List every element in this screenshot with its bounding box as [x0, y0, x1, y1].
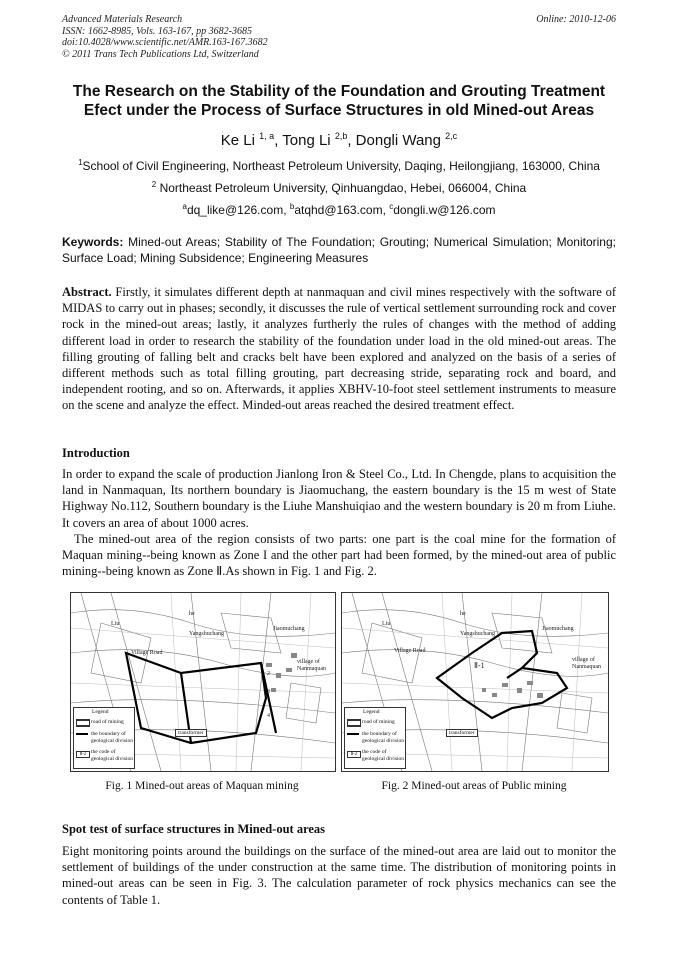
- intro-paragraph-1: In order to expand the scale of production Jianlong Iron & Steel Co., Ltd. In Chengde, plans to acquisition the land in Nanmaquan, Its northern boundary is Jiaomuchang, the eastern boundary is the 15 m west of State Highway No.112, Southern boundary is the Liuhe Manshuiqiao and the western boundary is 20 m from Liuhe. It covers an area of about 1000 acres.: [62, 467, 616, 530]
- copyright-line: © 2011 Trans Tech Publications Ltd, Switzerland: [62, 48, 259, 60]
- legend-code-symbol: Ⅱ-2: [76, 751, 90, 758]
- abstract-label: Abstract.: [62, 285, 112, 299]
- figure-2-legend: Legend road of mining the boundary of geological division Ⅱ-2 the code of geological division: [344, 707, 406, 769]
- label-he: he: [189, 611, 195, 617]
- label-zone-3: 3: [267, 689, 270, 695]
- legend-boundary-symbol: [76, 733, 88, 740]
- label-zone-II-1: Ⅱ-1: [474, 661, 485, 670]
- label-he: he: [460, 611, 466, 617]
- online-date: Online: 2010-12-06: [536, 14, 616, 25]
- label-liu: Liu: [111, 621, 120, 627]
- label-yangshuchang: Yangshuchang: [460, 631, 496, 637]
- legend-code-symbol: Ⅱ-2: [347, 751, 361, 758]
- label-zone-4: 4: [267, 713, 270, 719]
- legend-road-symbol: [347, 719, 361, 727]
- intro-paragraph-2: The mined-out area of the region consists of two parts: one part is the coal mine for the formation of Maquan mining--being known as Zone I and the other part had been formed, by the mined-out area of public mining--being known as Zone Ⅱ.As shown in Fig. 1 and Fig. 2.: [62, 532, 616, 579]
- label-village: village of: [572, 657, 595, 663]
- keywords: [62, 234, 616, 266]
- label-liu: Liu: [382, 621, 391, 627]
- author-2-sup: 2,b: [334, 131, 348, 141]
- journal-header: [62, 14, 268, 60]
- label-jiaomuchang: Jiaomuchang: [542, 626, 574, 632]
- label-nanmaquan: Nanmaquan: [297, 666, 326, 672]
- label-nanmaquan: Nanmaquan: [572, 664, 601, 670]
- email-c[interactable]: dongli.w@126.com: [393, 203, 496, 217]
- label-village: village of: [297, 659, 320, 665]
- paper-title: [50, 82, 628, 120]
- affiliation-2: $^2$ Northeast Petroleum University, Qinhuangdao, Hebei, 066004, China: [151, 180, 527, 195]
- label-transformer: transformer: [446, 729, 478, 737]
- issn-line: ISSN: 1662-8985, Vols. 163-167, pp 3682-3685: [62, 25, 252, 37]
- title-line-2: Efect under the Process of Surface Structures in old Mined-out Areas: [83, 102, 595, 119]
- affiliation-1: $^1$School of Civil Engineering, Northeast Petroleum University, Daqing, Heilongjiang, 163000, China: [78, 158, 600, 173]
- author-1-sup: 1, a: [259, 131, 275, 141]
- author-1: Ke Li: [220, 132, 255, 149]
- label-transformer: transformer: [175, 729, 207, 737]
- keywords-label: Keywords:: [62, 235, 124, 249]
- author-3: Dongli Wang: [355, 132, 441, 149]
- author-2: Tong Li: [282, 132, 331, 149]
- doi-line: doi:10.4028/www.scientific.net/AMR.163-167.3682: [62, 37, 268, 48]
- label-jiaomuchang: Jiaomuchang: [273, 626, 305, 632]
- figure-1-caption: Fig. 1 Mined-out areas of Maquan mining: [105, 780, 299, 792]
- email-b[interactable]: atqhd@163.com,: [294, 203, 386, 217]
- author-emails: $^a$dq_like@126.com, $^b$atqhd@163.com, $^c$dongli.w@126.com: [182, 202, 496, 217]
- figure-1-map: [70, 592, 336, 772]
- abstract-text: Firstly, it simulates different depth at nanmaquan and civil mines respectively with the software of MIDAS to carry out in phases; secondly, it discusses the rule of vertical settlement surrounding rock and cover rock in the mined-out areas; lastly, it analyzes furtherly the rules of changes with the method of adding different load in order to research the stability of the foundation under load in the old mined-out areas. The filling grouting of falling belt and cracks belt have been explored and analyzed on the basis of a series of different methods such as total filling grouting, part decreasing stride, separating rock and board, and independent rooting, and so on. Afterwards, it applies XBHV-10-foot steel settlement instruments to measure on the scene and analyze the effect. Minded-out areas reached the desired treatment effect.: [62, 285, 617, 413]
- figure-2-map: [341, 592, 609, 772]
- journal-name: Advanced Materials Research: [62, 14, 183, 25]
- section-heading-introduction: Introduction: [62, 446, 130, 460]
- figure-1-legend: Legend road of mining the boundary of geological division Ⅱ-2 the code of geological division: [73, 707, 135, 769]
- email-a[interactable]: dq_like@126.com,: [186, 203, 287, 217]
- author-list: Ke Li $^{1, a}$, Tong Li $^{2,b}$, Dongli Wang $^{2,c}$: [220, 131, 458, 149]
- label-zone-2: 2: [267, 671, 270, 677]
- legend-road-symbol: [76, 719, 90, 727]
- abstract: [62, 284, 616, 414]
- label-village-road: Village Road: [131, 650, 163, 656]
- label-village-road: Village Road: [394, 648, 426, 654]
- figure-2-caption: Fig. 2 Mined-out areas of Public mining: [381, 780, 567, 792]
- spot-test-paragraph: Eight monitoring points around the buildings on the surface of the mined-out area are laid out to monitor the settlement of buildings of the under construction at the same time. The distribution of monitoring points in mined-out areas can be seen in Fig. 3. The calculation parameter of rock physics mechanics can see the contents of Table 1.: [62, 844, 616, 907]
- author-3-sup: 2,c: [445, 131, 458, 141]
- section-heading-spot-test: Spot test of surface structures in Mined-out areas: [62, 822, 326, 836]
- legend-boundary-symbol: [347, 733, 359, 740]
- title-line-1: The Research on the Stability of the Foundation and Grouting Treatment: [72, 83, 606, 100]
- label-yangshuchang: Yangshuchang: [189, 631, 225, 637]
- keywords-text: Mined-out Areas; Stability of The Foundation; Grouting; Numerical Simulation; Monitoring; Surface Load; Mining Subsidence; Engineering Measures: [62, 235, 616, 265]
